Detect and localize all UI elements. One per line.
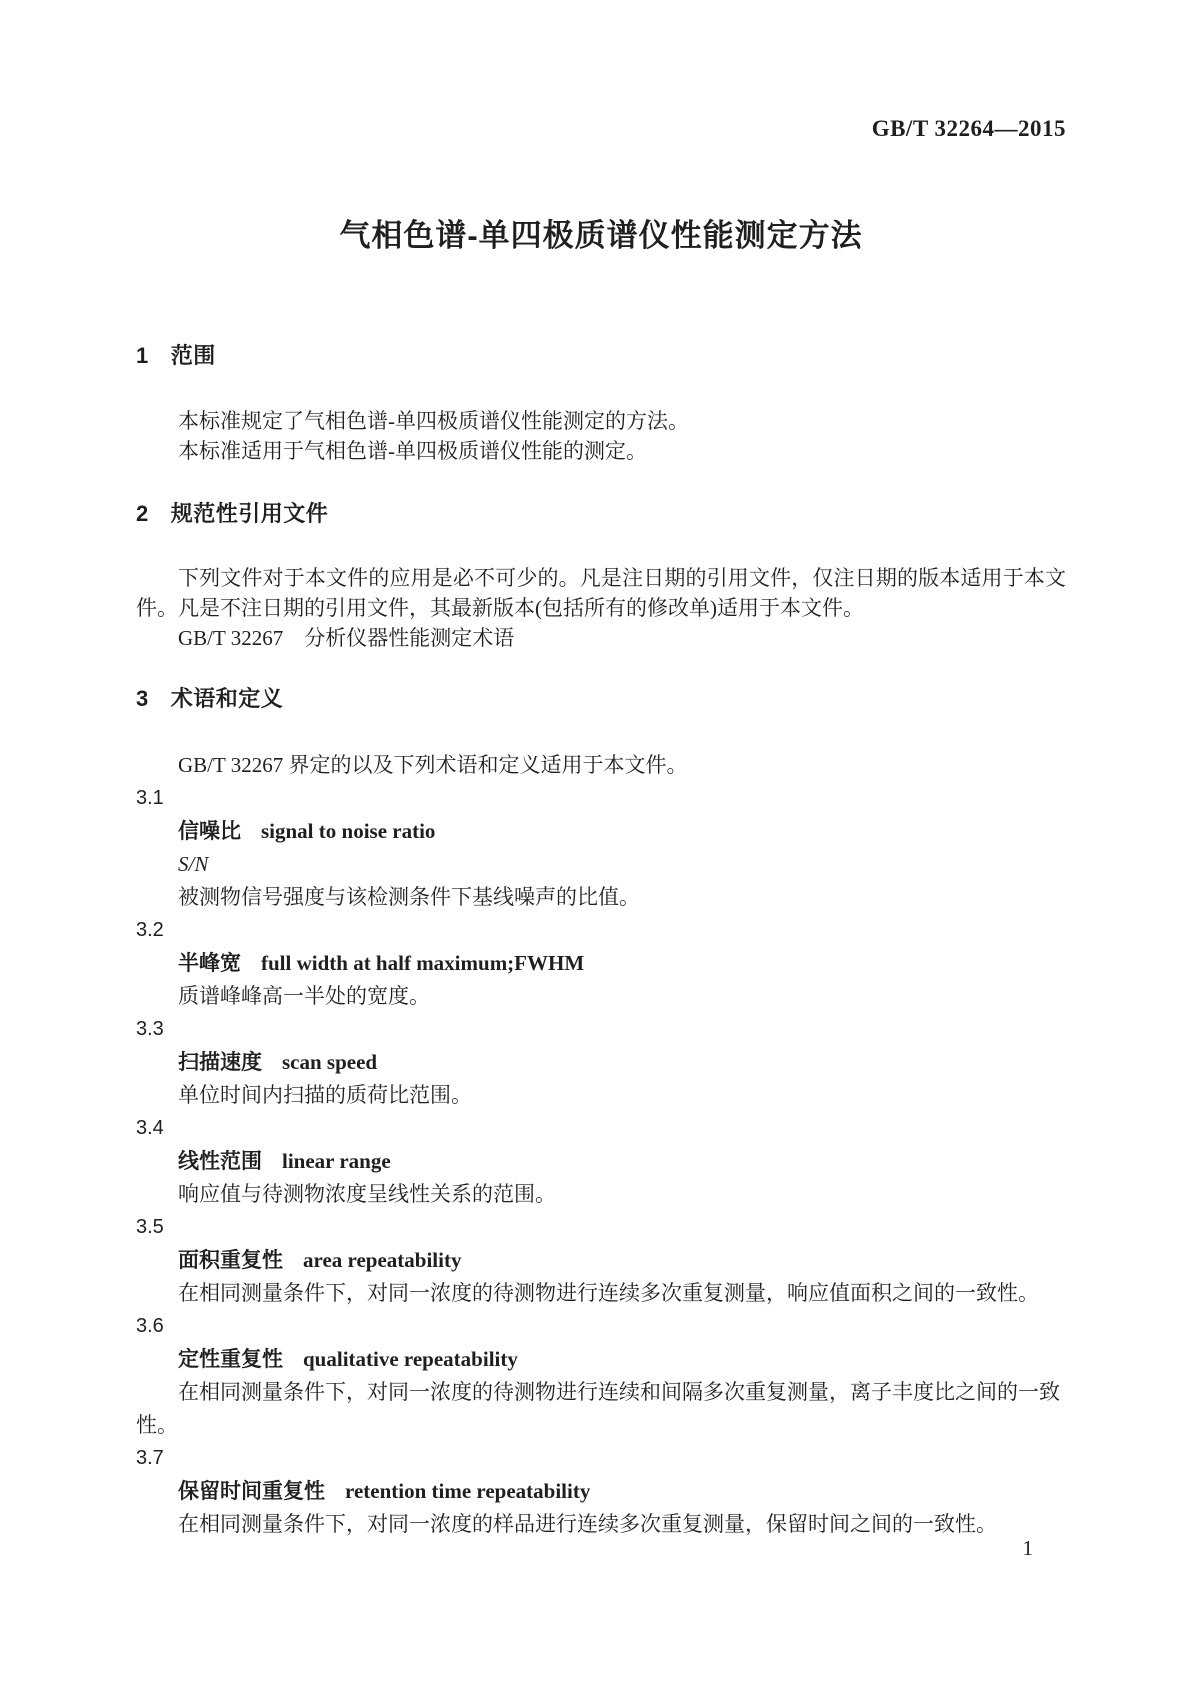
section-3-number: 3 — [136, 686, 149, 711]
document-title: 气相色谱-单四极质谱仪性能测定方法 — [339, 218, 863, 253]
section-2-paragraph: 下列文件对于本文件的应用是必不可少的。凡是注日期的引用文件，仅注日期的版本适用于本文件。凡是不注日期的引用文件，其最新版本(包括所有的修改单)适用于本文件。 — [136, 566, 1066, 620]
term-name-en: signal to noise ratio — [261, 819, 436, 843]
term-title — [136, 1145, 1066, 1178]
clause-number: 3.6 — [136, 1315, 164, 1337]
term-name-zh: 定性重复性 — [178, 1348, 283, 1371]
term-definition: 单位时间内扫描的质荷比范围。 — [178, 1083, 472, 1107]
section-3-intro: GB/T 32267 界定的以及下列术语和定义适用于本文件。 — [178, 753, 688, 777]
section-normative-references — [136, 500, 1066, 653]
term-name-en: qualitative repeatability — [303, 1347, 518, 1371]
term-name-en: full width at half maximum;FWHM — [261, 951, 585, 975]
term-definition: 质谱峰峰高一半处的宽度。 — [178, 984, 430, 1008]
section-2-heading — [136, 500, 1066, 528]
section-1-title: 范围 — [170, 343, 216, 368]
clause-number: 3.7 — [136, 1447, 164, 1469]
term-symbol: S/N — [178, 852, 209, 876]
term-title — [136, 1475, 1066, 1508]
standard-code: GB/T 32264—2015 — [871, 116, 1066, 141]
term-name-zh: 保留时间重复性 — [178, 1480, 325, 1503]
term-title — [136, 1244, 1066, 1277]
term-name-zh: 信噪比 — [178, 820, 241, 843]
section-2-number: 2 — [136, 501, 149, 526]
page-number: 1 — [1022, 1536, 1033, 1560]
term-3-3 — [136, 1013, 1066, 1112]
term-3-1 — [136, 782, 1066, 914]
term-title — [136, 815, 1066, 848]
section-3-heading — [136, 685, 1066, 713]
section-3-title: 术语和定义 — [170, 686, 284, 711]
clause-number: 3.1 — [136, 787, 164, 809]
clause-number: 3.3 — [136, 1018, 164, 1040]
term-3-4 — [136, 1112, 1066, 1211]
section-2-title: 规范性引用文件 — [170, 501, 329, 526]
term-title — [136, 1046, 1066, 1079]
section-1-paragraph: 本标准规定了气相色谱-单四极质谱仪性能测定的方法。 — [178, 409, 689, 433]
term-title — [136, 1343, 1066, 1376]
term-name-en: area repeatability — [303, 1248, 462, 1272]
section-1-heading — [136, 342, 1066, 370]
term-title — [136, 947, 1066, 980]
section-1-number: 1 — [136, 343, 149, 368]
term-definition: 在相同测量条件下，对同一浓度的样品进行连续多次重复测量，保留时间之间的一致性。 — [178, 1512, 997, 1536]
section-terms-and-definitions — [136, 685, 1066, 1541]
section-1-paragraph: 本标准适用于气相色谱-单四极质谱仪性能的测定。 — [178, 439, 647, 463]
term-definition: 在相同测量条件下，对同一浓度的待测物进行连续多次重复测量，响应值面积之间的一致性。 — [178, 1281, 1039, 1305]
term-definition: 在相同测量条件下，对同一浓度的待测物进行连续和间隔多次重复测量，离子丰度比之间的一致性。 — [136, 1380, 1060, 1437]
clause-number: 3.4 — [136, 1117, 164, 1139]
document-header — [136, 116, 1066, 142]
clause-number: 3.5 — [136, 1216, 164, 1238]
term-name-zh: 扫描速度 — [178, 1051, 262, 1074]
term-name-zh: 半峰宽 — [178, 952, 241, 975]
referenced-standard: GB/T 32267 分析仪器性能测定术语 — [178, 626, 515, 650]
term-3-6 — [136, 1310, 1066, 1442]
clause-number: 3.2 — [136, 919, 164, 941]
term-3-7 — [136, 1442, 1066, 1541]
term-name-zh: 面积重复性 — [178, 1249, 283, 1272]
term-name-en: linear range — [282, 1149, 391, 1173]
term-name-zh: 线性范围 — [178, 1150, 262, 1173]
term-3-2 — [136, 914, 1066, 1013]
term-definition: 被测物信号强度与该检测条件下基线噪声的比值。 — [178, 885, 640, 909]
term-definition: 响应值与待测物浓度呈线性关系的范围。 — [178, 1182, 556, 1206]
term-name-en: scan speed — [282, 1050, 378, 1074]
term-3-5 — [136, 1211, 1066, 1310]
section-scope — [136, 342, 1066, 466]
term-name-en: retention time repeatability — [345, 1479, 591, 1503]
